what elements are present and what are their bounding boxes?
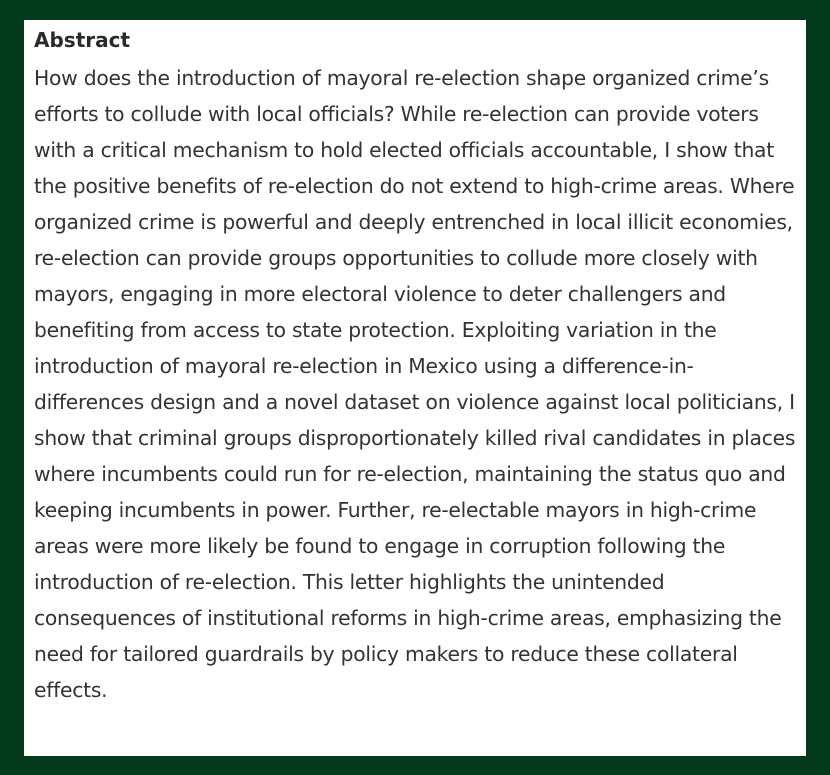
abstract-text: How does the introduction of mayoral re-election shape organized crime’s efforts to collude with local officials? While re-election can provide voters with a critical mechanism to hold elected officials accountable, I show that the positive benefits of re-election do not extend to high-crime areas. Where organized crime is powerful and deeply entrenched in local illicit economies, re-election can provide groups opportunities to collude more closely with mayors, engaging in more electoral violence to deter challengers and benefiting from access to state protection. Exploiting variation in the introduction of mayoral re-election in Mexico using a difference-in-differences design and a novel dataset on violence against local politicians, I show that criminal groups disproportionately killed rival candidates in places where incumbents could run for re-election, maintaining the status quo and keeping incumbents in power. Further, re-electable mayors in high-crime areas were more likely be found to engage in corruption following the introduction of re-election. This letter highlights the unintended consequences of institutional reforms in high-crime areas, emphasizing the need for tailored guardrails by policy makers to reduce these collateral effects. [34,66,796,702]
abstract-heading: Abstract [34,28,131,52]
abstract-panel [24,20,806,756]
